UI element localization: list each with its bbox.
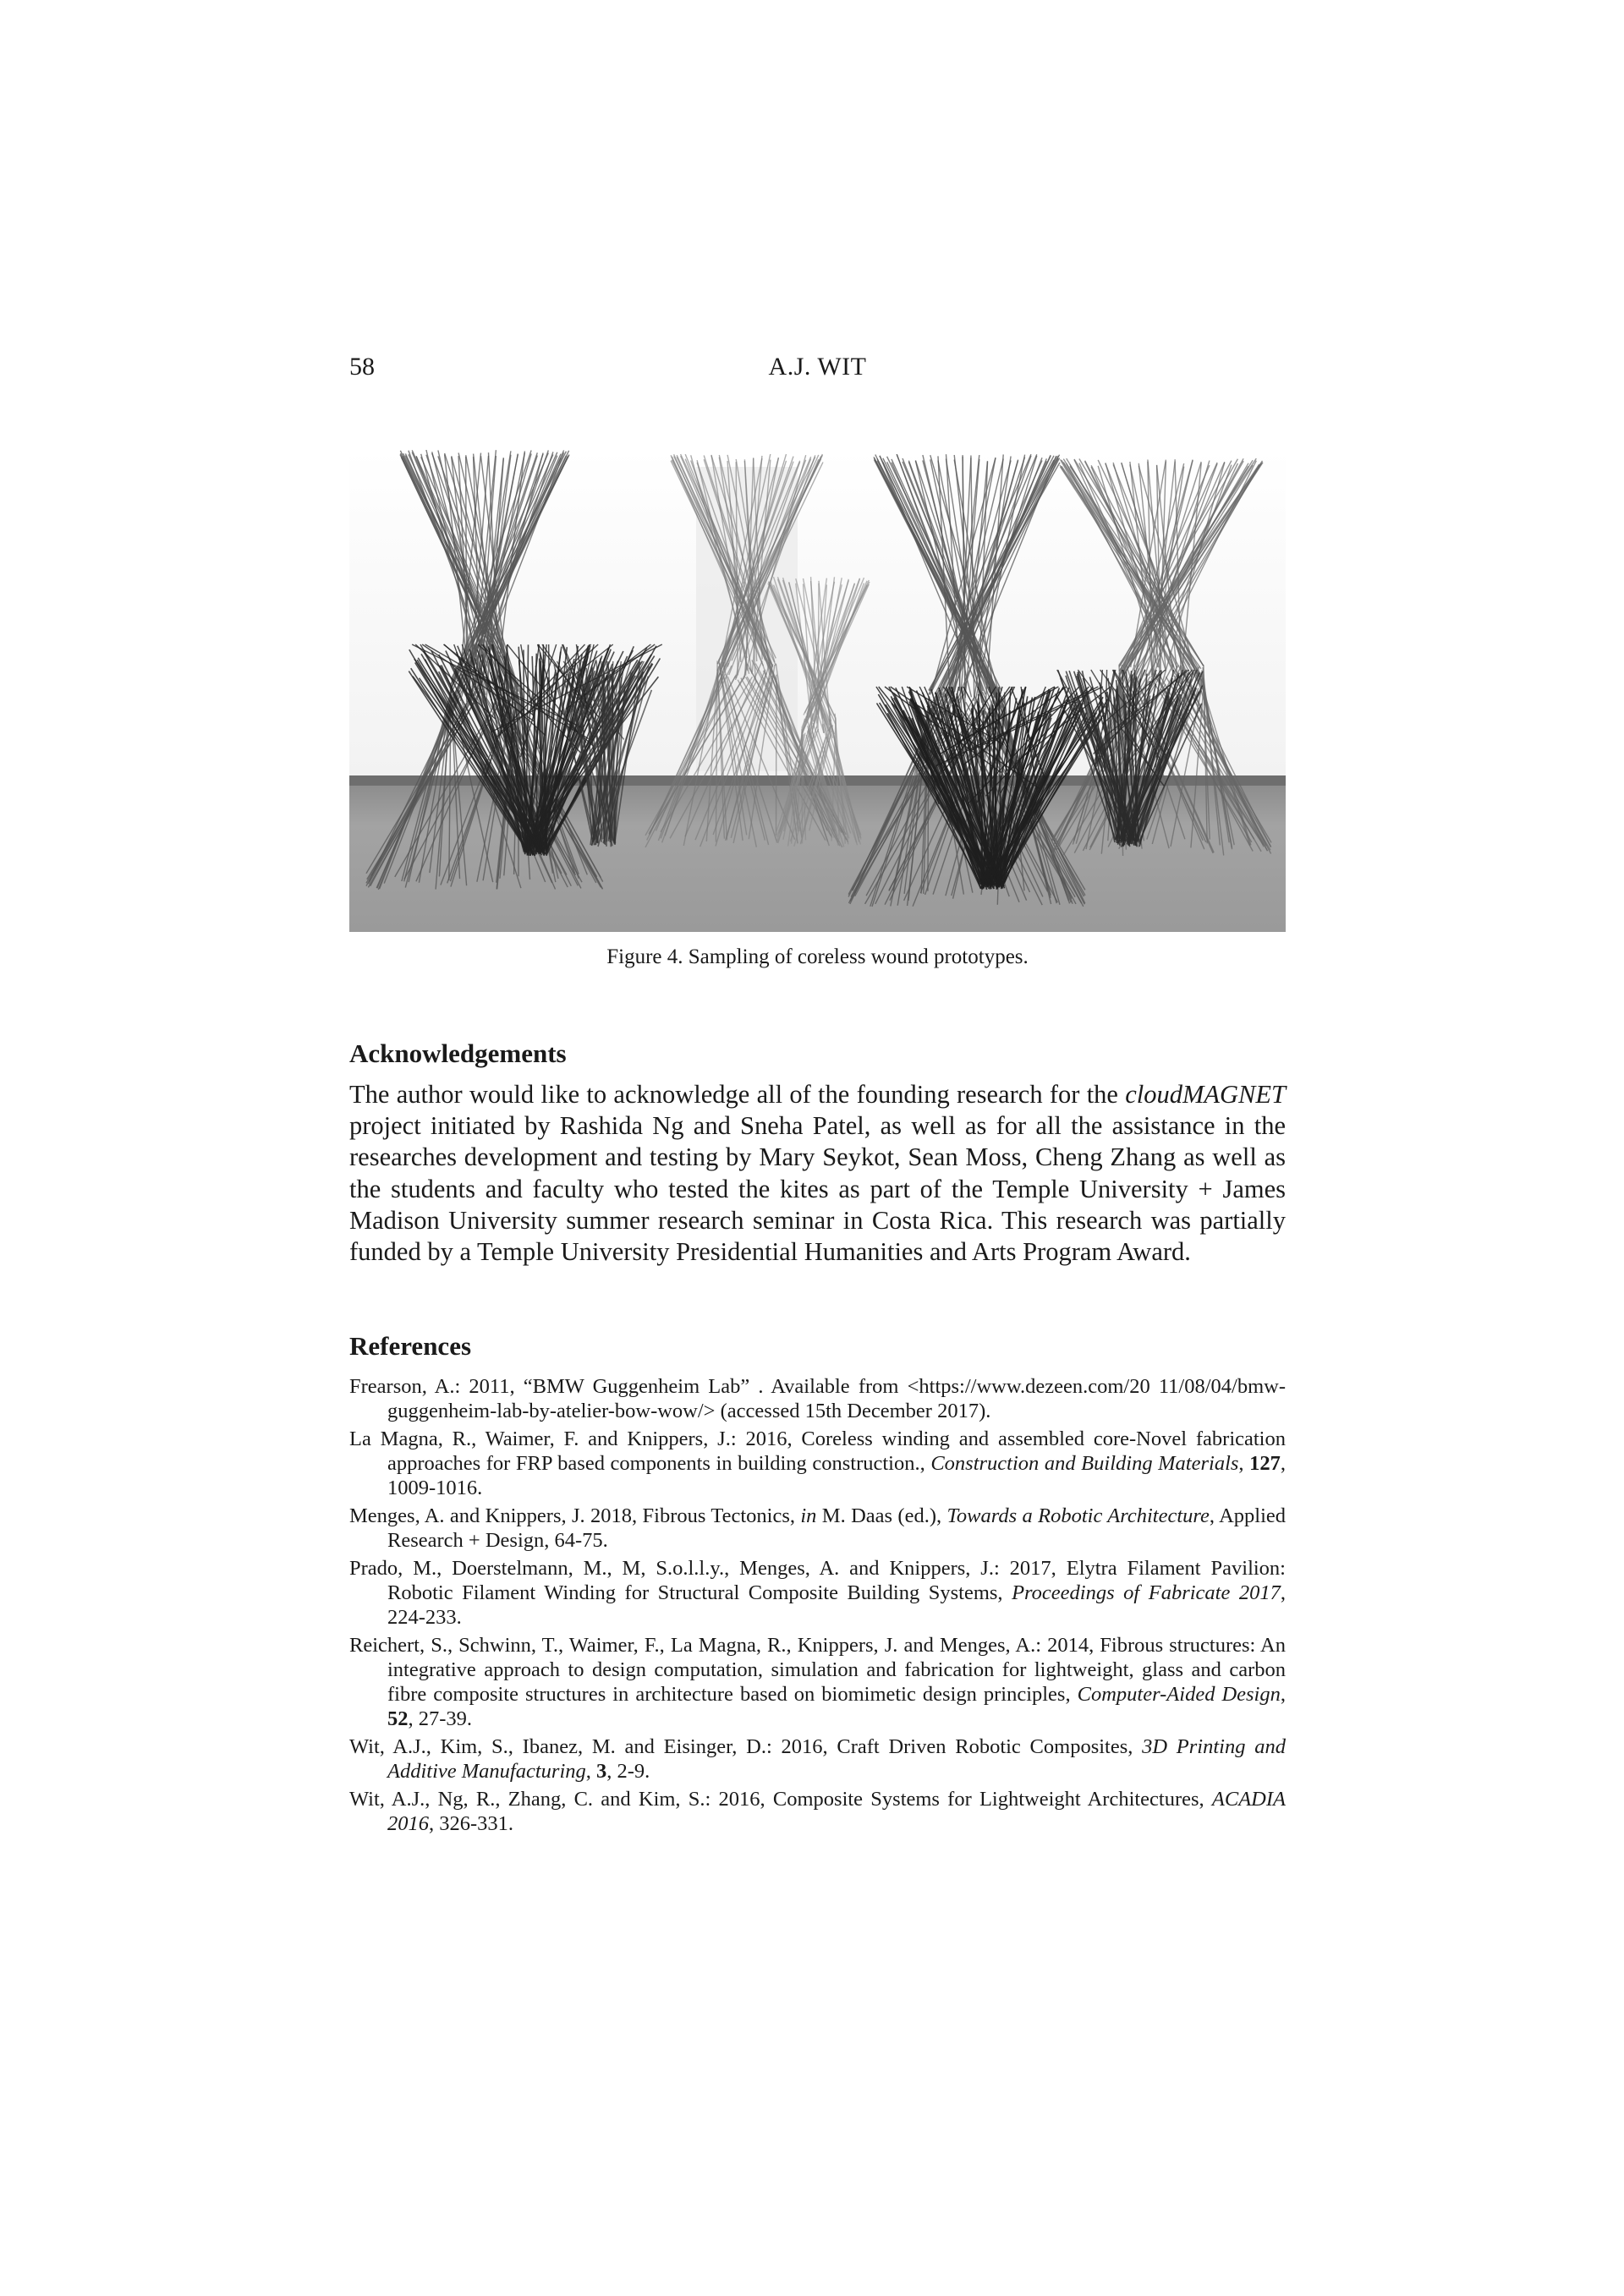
reference-item: Prado, M., Doerstelmann, M., M, S.o.l.l.y., Menges, A. and Knippers, J.: 2017, Elytra Filament Pavilion: Robotic Filament Winding for Structural Composite Building Systems, Proceedings of Fabricate 2017, 224-233. bbox=[349, 1557, 1286, 1629]
reference-list bbox=[349, 1374, 1286, 1839]
references-heading: References bbox=[349, 1331, 472, 1361]
reference-item: Wit, A.J., Ng, R., Zhang, C. and Kim, S.: 2016, Composite Systems for Lightweight Architectures, ACADIA 2016, 326-331. bbox=[349, 1788, 1286, 1835]
reference-item: Reichert, S., Schwinn, T., Waimer, F., La Magna, R., Knippers, J. and Menges, A.: 2014, Fibrous structures: An integrative approach to design computation, simulation and fabrication for lightweight, glass and carbon fibre composite structures in architecture based on biomimetic design principles, Computer-Aided Design, 52, 27-39. bbox=[349, 1634, 1286, 1730]
running-head bbox=[349, 348, 1286, 386]
acknowledgements-heading: Acknowledgements bbox=[349, 1038, 567, 1068]
reference-item: Frearson, A.: 2011, “BMW Guggenheim Lab” . Available from <https://www.dezeen.com/20 11/08/04/bmw-guggenheim-lab-by-atelier-bow-wow/> (accessed 15th December 2017). bbox=[349, 1375, 1286, 1422]
ack-project-name: cloudMAGNET bbox=[1125, 1080, 1286, 1109]
reference-item: Menges, A. and Knippers, J. 2018, Fibrous Tectonics, in M. Daas (ed.), Towards a Robotic Architecture, Applied Research + Design, 64-75. bbox=[349, 1504, 1287, 1552]
ack-text-1: The author would like to acknowledge all of the founding research for the bbox=[349, 1080, 1126, 1109]
reference-item: Wit, A.J., Kim, S., Ibanez, M. and Eisinger, D.: 2016, Craft Driven Robotic Composites, 3D Printing and Additive Manufacturing, 3, 2-9. bbox=[349, 1735, 1286, 1783]
ack-text-2: project initiated by Rashida Ng and Sneha Patel, as well as for all the assistance in the researches development and testing by Mary Seykot, Sean Moss, Cheng Zhang as well as the students and faculty who tested the kites as part of the Temple University + James Madison University summer research seminar in Costa Rica. This research was partially funded by a Temple University Presidential Humanities and Arts Program Award. bbox=[349, 1111, 1286, 1267]
figure-caption: Figure 4. Sampling of coreless wound prototypes. bbox=[606, 945, 1029, 968]
page-number: 58 bbox=[349, 353, 375, 381]
running-head-author: A.J. WIT bbox=[768, 353, 867, 381]
prototype-photo-illustration bbox=[349, 450, 1286, 932]
acknowledgements-paragraph bbox=[349, 1079, 1286, 1268]
reference-item: La Magna, R., Waimer, F. and Knippers, J.: 2016, Coreless winding and assembled core-Novel fabrication approaches for FRP based components in building construction., Construction and Building Materials, 127, 1009-1016. bbox=[349, 1427, 1286, 1499]
figure-photo bbox=[349, 450, 1286, 932]
